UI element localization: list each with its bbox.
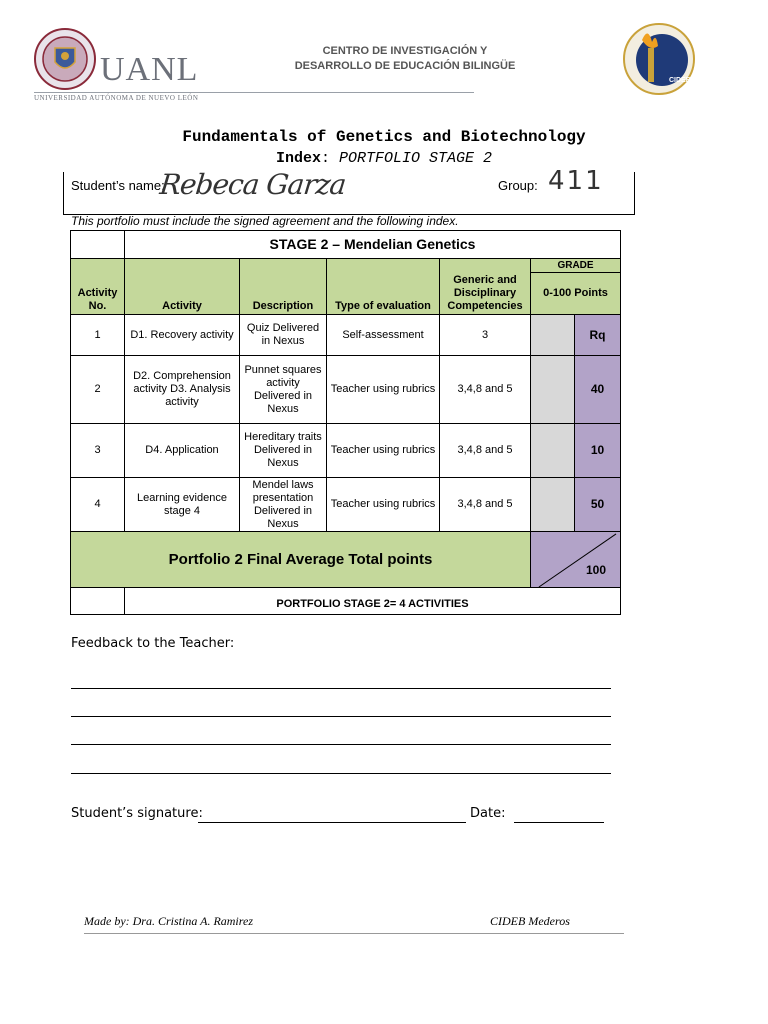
row-activity: D2. Comprehension activity D3. Analysis activity — [125, 356, 240, 424]
header-activity-no: Activity No. — [71, 259, 125, 315]
row-grade-blank — [531, 356, 575, 424]
row-points: 50 — [575, 478, 621, 532]
center-title — [270, 44, 540, 74]
stage-header-blank — [71, 231, 125, 259]
row-grade-blank — [531, 315, 575, 356]
header-competencies: Generic and Disciplinary Competencies — [440, 259, 531, 315]
date-label: Date: — [470, 806, 506, 821]
final-total: 100 — [585, 563, 606, 577]
table-row — [71, 356, 621, 424]
feedback-line[interactable] — [71, 773, 611, 774]
diagonal-slash — [531, 532, 620, 587]
final-total-cell — [531, 532, 621, 588]
row-no: 2 — [71, 356, 125, 424]
row-description: Hereditary traits Delivered in Nexus — [240, 424, 327, 478]
feedback-line[interactable] — [71, 688, 611, 689]
feedback-label: Feedback to the Teacher: — [71, 636, 235, 651]
row-points: Rq — [575, 315, 621, 356]
signature-line[interactable] — [198, 822, 466, 823]
row-evaluation: Teacher using rubrics — [327, 356, 440, 424]
final-average-label: Portfolio 2 Final Average Total points — [71, 532, 531, 588]
cideb-torch-logo — [622, 22, 696, 96]
row-points: 40 — [575, 356, 621, 424]
date-line[interactable] — [514, 822, 604, 823]
header-divider — [34, 92, 474, 93]
group-handwritten: 411 — [548, 166, 604, 196]
student-name-handwritten: Rebeca Garza — [158, 168, 348, 201]
row-grade-blank — [531, 424, 575, 478]
group-label: Group: — [498, 178, 538, 193]
row-competencies: 3,4,8 and 5 — [440, 478, 531, 532]
footer-divider — [84, 933, 624, 934]
index-label: Index — [275, 150, 321, 167]
feedback-line[interactable] — [71, 744, 611, 745]
intro-text: This portfolio must include the signed agreement and the following index. — [71, 214, 459, 228]
row-description: Mendel laws presentation Delivered in Nexus — [240, 478, 327, 532]
row-evaluation: Self-assessment — [327, 315, 440, 356]
center-title-line1: CENTRO DE INVESTIGACIÓN Y — [322, 45, 488, 57]
footer-made-by: Made by: Dra. Cristina A. Ramirez — [84, 914, 253, 928]
student-name-label: Student’s name: — [71, 178, 165, 193]
header-description: Description — [240, 259, 327, 315]
stage-title: STAGE 2 – Mendelian Genetics — [125, 231, 621, 259]
row-activity: Learning evidence stage 4 — [125, 478, 240, 532]
activities-table — [70, 230, 621, 615]
row-grade-blank — [531, 478, 575, 532]
row-activity: D1. Recovery activity — [125, 315, 240, 356]
uanl-seal-logo — [34, 28, 96, 90]
row-points: 10 — [575, 424, 621, 478]
table-row — [71, 478, 621, 532]
university-name: UNIVERSIDAD AUTÓNOMA DE NUEVO LEÓN — [34, 94, 199, 102]
table-row — [71, 424, 621, 478]
table-row — [71, 315, 621, 356]
summary-blank — [71, 588, 125, 615]
row-competencies: 3 — [440, 315, 531, 356]
row-competencies: 3,4,8 and 5 — [440, 424, 531, 478]
header-points: 0-100 Points — [531, 273, 621, 315]
row-description: Quiz Delivered in Nexus — [240, 315, 327, 356]
center-title-line2: DESARROLLO DE EDUCACIÓN BILINGÜE — [294, 60, 516, 72]
row-activity: D4. Application — [125, 424, 240, 478]
header-activity: Activity — [125, 259, 240, 315]
row-evaluation: Teacher using rubrics — [327, 424, 440, 478]
signature-label: Student’s signature: — [71, 806, 203, 821]
row-description: Punnet squares activity Delivered in Nexus — [240, 356, 327, 424]
university-abbr: UANL — [100, 51, 199, 88]
row-no: 3 — [71, 424, 125, 478]
header-evaluation: Type of evaluation — [327, 259, 440, 315]
row-no: 4 — [71, 478, 125, 532]
summary-text: PORTFOLIO STAGE 2= 4 ACTIVITIES — [125, 588, 621, 615]
footer-org: CIDEB Mederos — [490, 914, 570, 928]
index-value: PORTFOLIO STAGE 2 — [339, 150, 493, 167]
logo-text: CIDEB — [669, 77, 691, 84]
header-grade: GRADE — [531, 259, 621, 273]
feedback-line[interactable] — [71, 716, 611, 717]
document-title: Fundamentals of Genetics and Biotechnology — [182, 128, 586, 146]
row-no: 1 — [71, 315, 125, 356]
row-evaluation: Teacher using rubrics — [327, 478, 440, 532]
document-index: Index: PORTFOLIO STAGE 2 — [275, 150, 493, 167]
row-competencies: 3,4,8 and 5 — [440, 356, 531, 424]
